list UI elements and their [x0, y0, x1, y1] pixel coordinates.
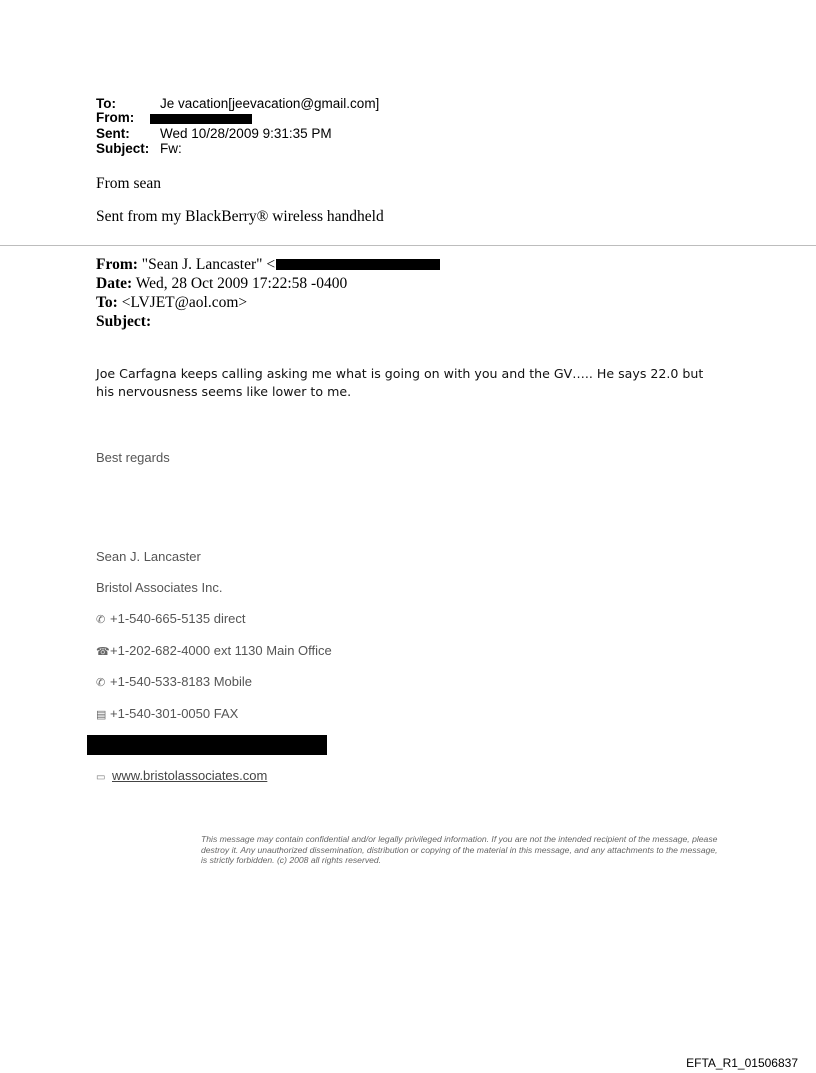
- mobile-phone-icon: ✆: [96, 677, 106, 689]
- telephone-icon: ☎: [96, 646, 110, 658]
- fwd-date-label: Date:: [96, 275, 133, 292]
- message-body: Joe Carfagna keeps calling asking me what is going on with you and the GV….. He says 22.0 but his nervousness seems like lower to me.: [96, 366, 704, 399]
- signature-main-row: [96, 643, 332, 658]
- fwd-from-row: [96, 257, 275, 273]
- fwd-to-row: [96, 295, 247, 311]
- intro-line-2: Sent from my BlackBerry® wireless handheld: [96, 208, 384, 225]
- computer-icon: ▭: [96, 772, 106, 783]
- disclaimer-text: This message may contain confidential and/or legally privileged information. If you are not the intended recipient of the message, please destroy it. Any unauthorized dissemination, distribution or copying of the material in this message, and any attachments to the message, is strictly forbidden. (c) 2008 all rights reserved.: [201, 834, 718, 865]
- separator-line: [0, 245, 816, 246]
- fax-icon: ▤: [96, 709, 107, 721]
- sent-value: Wed 10/28/2009 9:31:35 PM: [160, 126, 332, 141]
- mobile-phone-icon: ✆: [96, 614, 106, 626]
- fwd-subject-row: [96, 314, 151, 330]
- regards-text: Best regards: [96, 450, 170, 465]
- signature-mobile-row: [96, 674, 252, 689]
- fwd-date-value: Wed, 28 Oct 2009 17:22:58 -0400: [135, 275, 348, 292]
- document-id: EFTA_R1_01506837: [686, 1056, 798, 1070]
- redaction-from: [150, 114, 252, 124]
- signature-main: +1-202-682-4000 ext 1130 Main Office: [110, 643, 332, 658]
- to-value: Je vacation[jeevacation@gmail.com]: [160, 96, 380, 111]
- signature-fax: +1-540-301-0050 FAX: [110, 706, 239, 721]
- intro-line-1: From sean: [96, 175, 162, 192]
- signature-direct-row: [96, 611, 246, 626]
- website-link[interactable]: www.bristolassociates.com: [112, 768, 268, 783]
- redaction-fwd-email: [276, 259, 440, 270]
- fwd-subject-label: Subject:: [96, 313, 152, 330]
- website-row: [96, 768, 267, 783]
- header-subject-row: [96, 142, 182, 156]
- fwd-date-row: [96, 276, 347, 292]
- signature-company: Bristol Associates Inc.: [96, 580, 223, 595]
- fwd-from-label: From:: [96, 256, 138, 273]
- to-label: To:: [96, 96, 116, 111]
- signature-name: Sean J. Lancaster: [96, 549, 201, 564]
- sent-label: Sent:: [96, 126, 130, 141]
- fwd-to-value: <LVJET@aol.com>: [121, 294, 248, 311]
- signature-mobile: +1-540-533-8183 Mobile: [110, 674, 253, 689]
- header-to-row: [96, 97, 379, 111]
- header-sent-row: [96, 127, 332, 141]
- from-label: From:: [96, 110, 135, 125]
- fwd-from-value: "Sean J. Lancaster" <: [141, 256, 276, 273]
- subject-label: Subject:: [96, 141, 150, 156]
- fwd-to-label: To:: [96, 294, 118, 311]
- signature-direct: +1-540-665-5135 direct: [110, 611, 246, 626]
- redaction-signature: [87, 735, 327, 755]
- subject-value: Fw:: [160, 141, 182, 156]
- signature-fax-row: [96, 706, 238, 721]
